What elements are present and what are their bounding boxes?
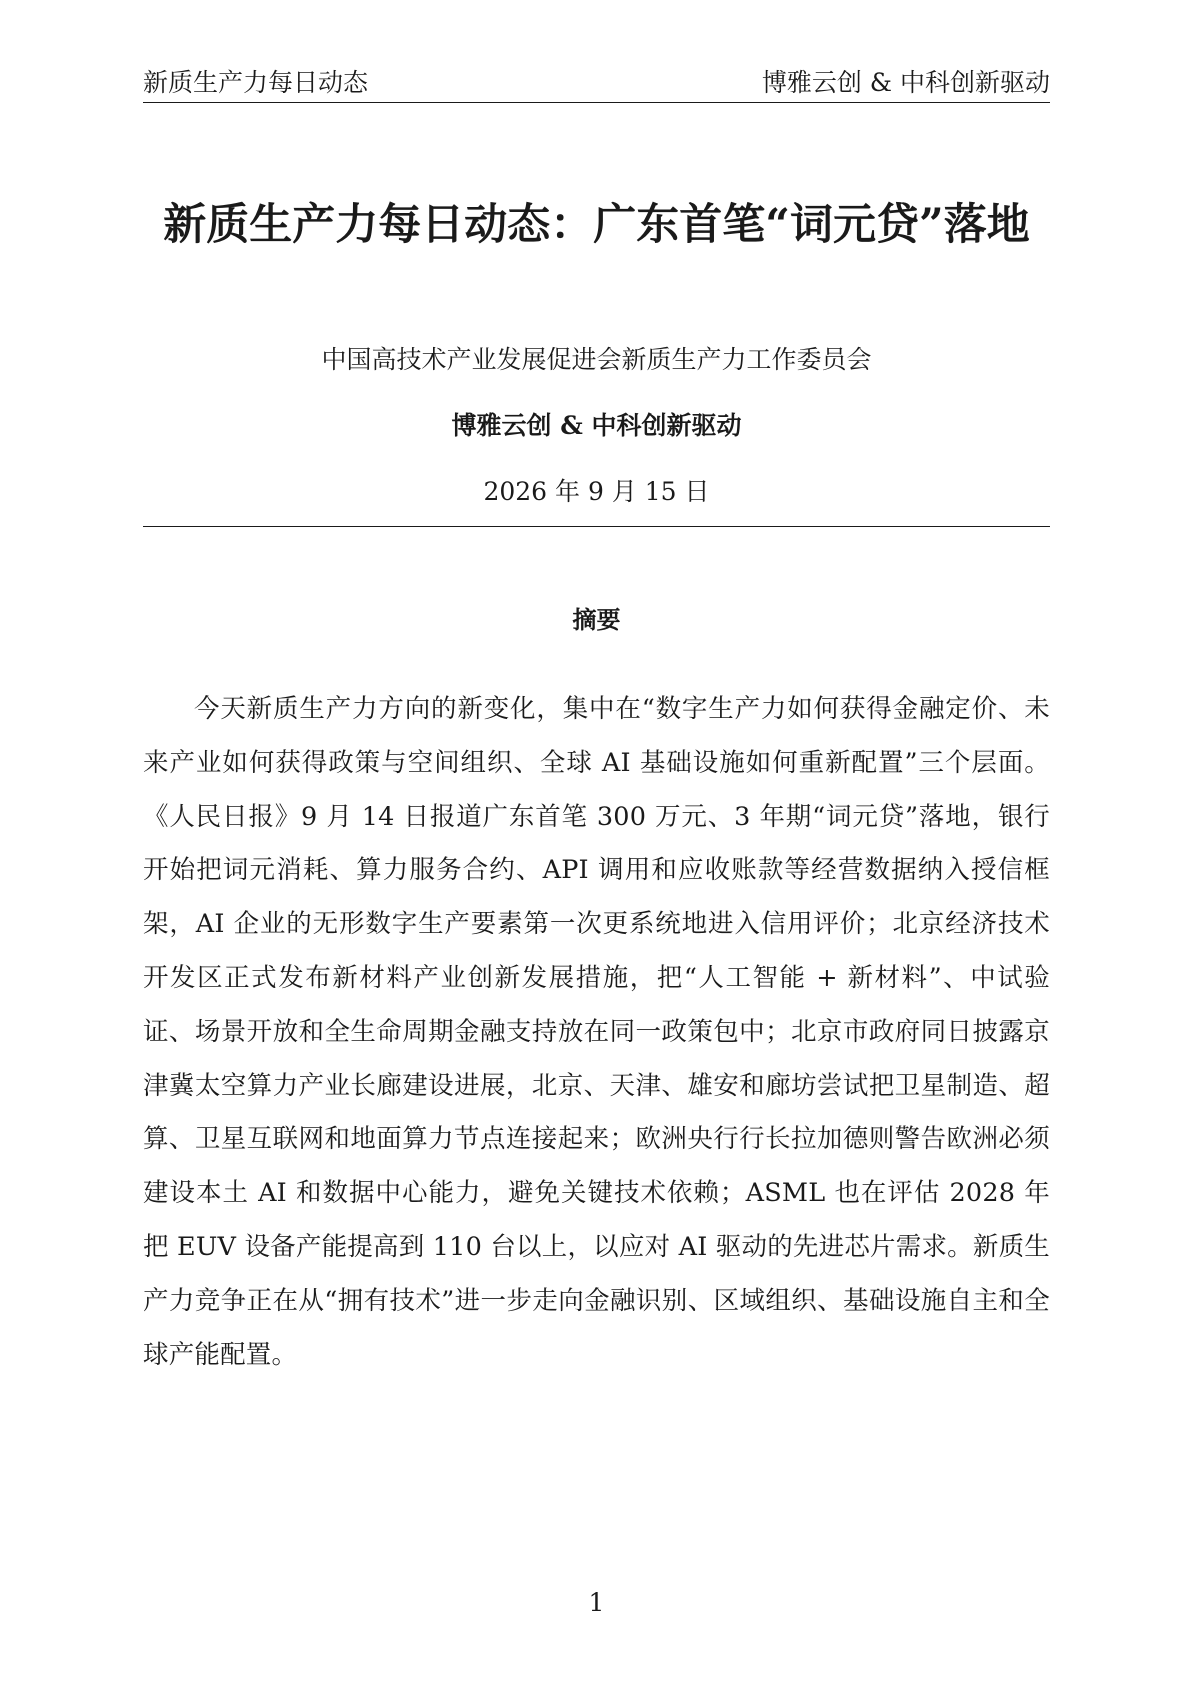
organization: 中国高技术产业发展促进会新质生产力工作委员会 xyxy=(321,345,872,374)
page-number: 1 xyxy=(588,1588,605,1617)
publication-date: 2026 年 9 月 15 日 xyxy=(483,477,710,506)
document-title: 新质生产力每日动态：广东首笔“词元贷”落地 xyxy=(163,200,1030,250)
document-page xyxy=(143,0,1050,1684)
header-right-authors: 博雅云创 & 中科创新驱动 xyxy=(761,68,1050,97)
running-header xyxy=(143,64,1050,103)
title-divider xyxy=(143,526,1050,527)
header-left-title: 新质生产力每日动态 xyxy=(143,68,369,97)
authors: 博雅云创 & 中科创新驱动 xyxy=(451,411,742,440)
abstract-body: 今天新质生产力方向的新变化，集中在“数字生产力如何获得金融定价、未来产业如何获得政策与空间组织、全球 AI 基础设施如何重新配置”三个层面。《人民日报》9 月 14 日报道广东首笔 300 万元、3 年期“词元贷”落地，银行开始把词元消耗、算力服务合约、API 调用和应收账款等经营数据纳入授信框架，AI 企业的无形数字生产要素第一次更系统地进入信用评价；北京经济技术开发区正式发布新材料产业创新发展措施，把“人工智能 + 新材料”、中试验证、场景开放和全生命周期金融支持放在同一政策包中；北京市政府同日披露京津冀太空算力产业长廊建设进展，北京、天津、雄安和廊坊尝试把卫星制造、超算、卫星互联网和地面算力节点连接起来；欧洲央行行长拉加德则警告欧洲必须建设本土 AI 和数据中心能力，避免关键技术依赖；ASML 也在评估 2028 年把 EUV 设备产能提高到 110 台以上，以应对 AI 驱动的先进芯片需求。新质生产力竞争正在从“拥有技术”进一步走向金融识别、区域组织、基础设施自主和全球产能配置。 xyxy=(143,694,1050,1370)
abstract-heading: 摘要 xyxy=(572,605,621,634)
